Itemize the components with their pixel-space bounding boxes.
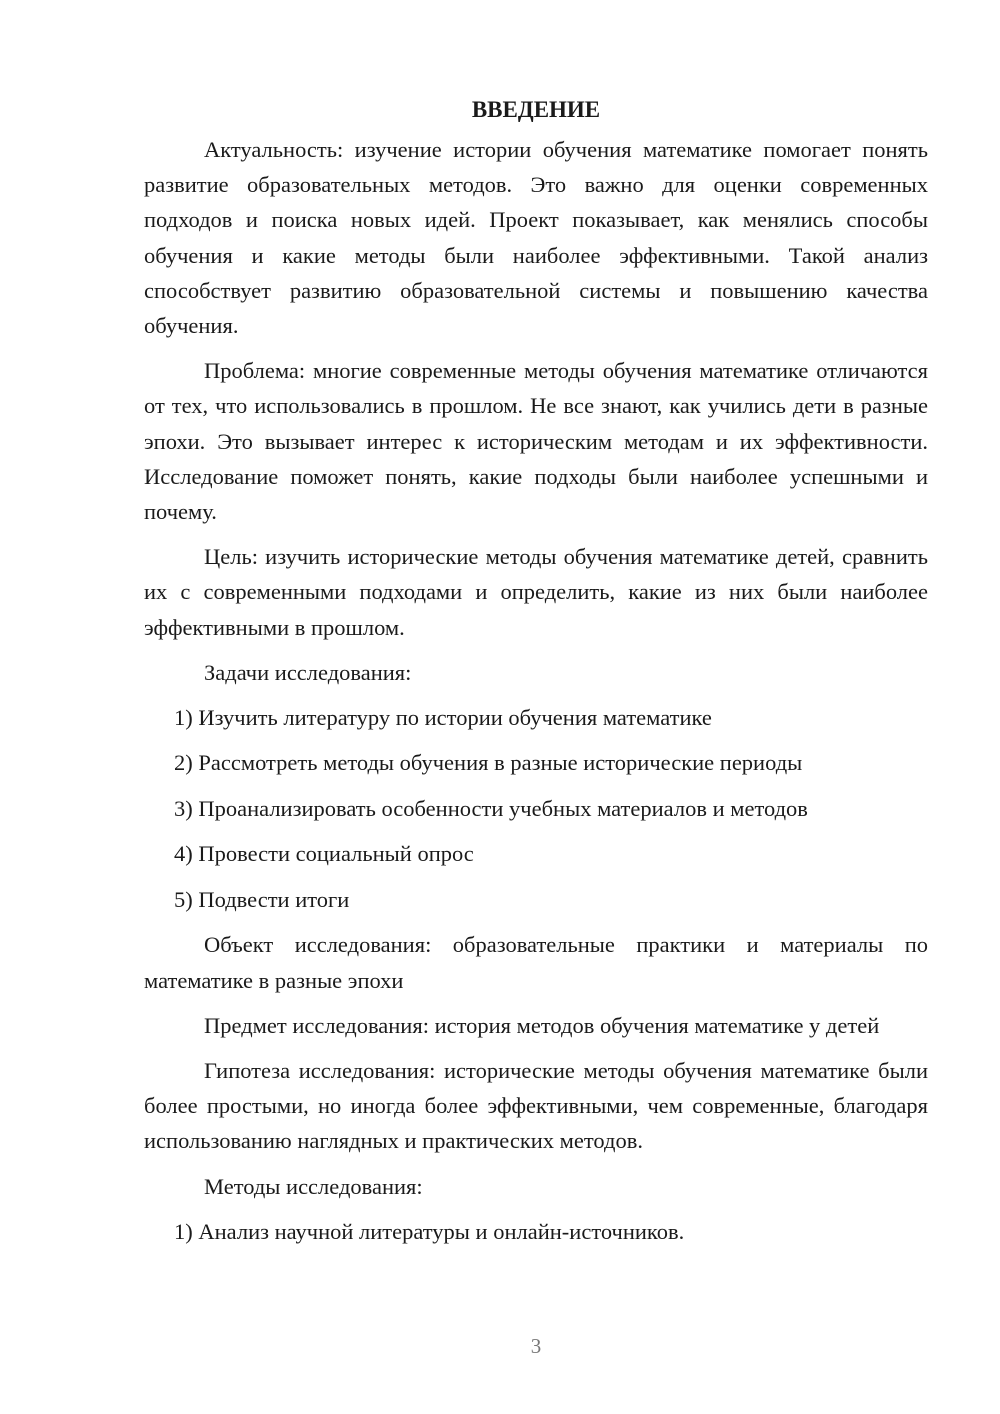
task-item: 5) Подвести итоги [174,886,350,912]
relevance-paragraph: Актуальность: изучение истории обучения математике помогает понять развитие образовательных методов. Это важно для оценки современных подходов и поиска новых идей. Проект показывает, как менялись способы обучения и какие методы были наиболее эффективными. Такой анализ способствует развитию образовательной системы и повышению качества обучения. [144,137,928,339]
page-number: 3 [530,1334,542,1358]
problem-paragraph: Проблема: многие современные методы обучения математике отличаются от тех, что использовались в прошлом. Не все знают, как учились дети в разные эпохи. Это вызывает интерес к историческим методам и их эффективности. Исследование поможет понять, какие подходы были наиболее успешными и почему. [144,358,928,525]
tasks-label: Задачи исследования: [204,659,412,685]
hypothesis-paragraph: Гипотеза исследования: исторические методы обучения математике были более простыми, но иногда более эффективными, чем современные, благодаря использованию наглядных и практических методов. [144,1057,928,1154]
task-item: 4) Провести социальный опрос [174,841,474,867]
task-item: 2) Рассмотреть методы обучения в разные исторические периоды [174,750,803,776]
goal-paragraph: Цель: изучить исторические методы обучения математике детей, сравнить их с современными подходами и определить, какие из них были наиболее эффективными в прошлом. [144,544,928,640]
section-title: ВВЕДЕНИЕ [471,97,601,122]
methods-label: Методы исследования: [204,1173,423,1199]
method-item: 1) Анализ научной литературы и онлайн-источников. [174,1218,685,1244]
object-paragraph: Объект исследования: образовательные практики и материалы по математике в разные эпохи [144,932,928,993]
task-item: 3) Проанализировать особенности учебных материалов и методов [174,795,808,821]
subject-paragraph: Предмет исследования: история методов обучения математике у детей [204,1012,880,1038]
task-item: 1) Изучить литературу по истории обучения математике [174,704,712,730]
page-content [144,92,928,1259]
